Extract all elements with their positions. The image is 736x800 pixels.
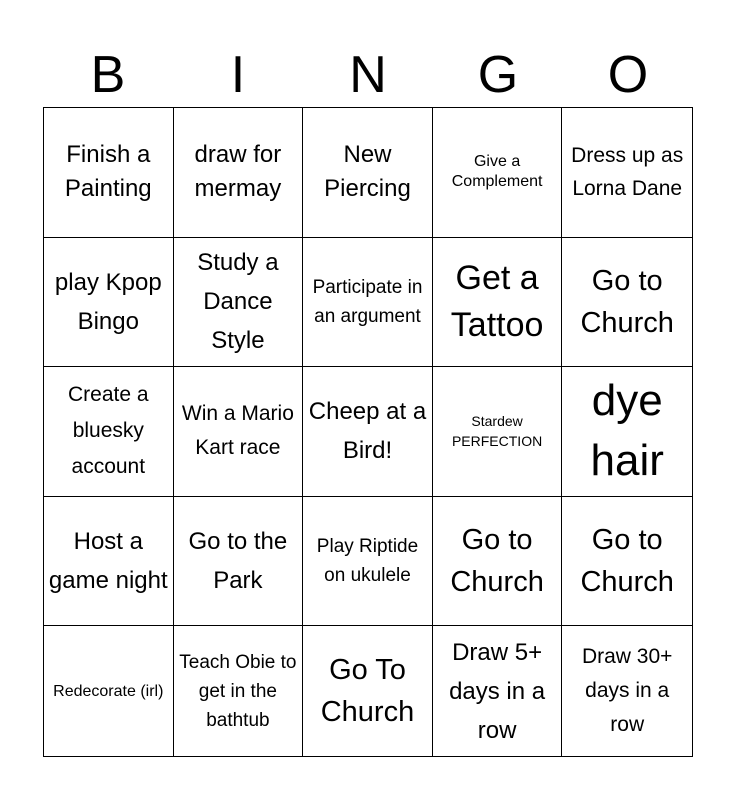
bingo-cell[interactable] — [433, 238, 563, 368]
cell-text: Go To Church — [320, 654, 415, 729]
cell-text: Host a game night — [48, 528, 168, 595]
cell-text: Stardew PERFECTION — [451, 413, 543, 450]
cell-text: Draw 30+ days in a row — [581, 645, 673, 737]
cell-text: Go to the Park — [188, 528, 288, 595]
bingo-cell[interactable] — [303, 367, 433, 497]
bingo-cell[interactable] — [562, 367, 692, 497]
cell-text: Redecorate (irl) — [53, 682, 164, 700]
cell-text: Give a Complement — [451, 153, 543, 191]
bingo-cell[interactable] — [303, 497, 433, 627]
header-letter-g: G — [477, 46, 519, 104]
cell-text: draw for mermay — [194, 141, 282, 203]
bingo-cell[interactable] — [174, 367, 304, 497]
bingo-cell[interactable] — [562, 108, 692, 238]
cell-text: play Kpop Bingo — [54, 268, 162, 335]
bingo-cell[interactable] — [44, 626, 174, 756]
cell-text: Win a Mario Kart race — [181, 402, 294, 460]
cell-text: Play Riptide on ukulele — [316, 536, 419, 587]
header-letter-b: B — [90, 46, 126, 104]
bingo-cell[interactable] — [174, 108, 304, 238]
bingo-cell[interactable] — [303, 626, 433, 756]
header-letter-i: I — [230, 46, 246, 104]
bingo-cell[interactable] — [44, 367, 174, 497]
bingo-cell[interactable] — [44, 238, 174, 368]
bingo-cell[interactable] — [562, 626, 692, 756]
bingo-header — [43, 44, 693, 106]
cell-text: Cheep at a Bird! — [308, 398, 427, 465]
bingo-cell[interactable] — [303, 238, 433, 368]
bingo-cell[interactable] — [433, 497, 563, 627]
bingo-cell[interactable] — [303, 108, 433, 238]
bingo-cell[interactable] — [433, 626, 563, 756]
cell-text: Teach Obie to get in the bathtub — [179, 651, 297, 731]
bingo-cell[interactable] — [562, 497, 692, 627]
bingo-cell[interactable] — [433, 108, 563, 238]
cell-text: dye hair — [590, 376, 664, 486]
bingo-cell[interactable] — [433, 367, 563, 497]
bingo-cell[interactable] — [174, 238, 304, 368]
cell-text: Study a Dance Style — [197, 249, 279, 355]
cell-text: Finish a Painting — [64, 141, 152, 203]
cell-text: New Piercing — [324, 141, 411, 203]
cell-text: Go to Church — [450, 524, 544, 599]
cell-text: Dress up as Lorna Dane — [571, 144, 684, 201]
cell-text: Participate in an argument — [312, 276, 423, 327]
bingo-cell[interactable] — [562, 238, 692, 368]
cell-text: Get a Tattoo — [450, 258, 544, 344]
bingo-cell[interactable] — [174, 626, 304, 756]
header-letter-n: N — [349, 46, 387, 104]
header-letter-o: O — [607, 46, 649, 104]
cell-text: Draw 5+ days in a row — [449, 638, 546, 744]
bingo-cell[interactable] — [174, 497, 304, 627]
cell-text: Go to Church — [580, 264, 674, 339]
cell-text: Go to Church — [580, 524, 674, 599]
bingo-cell[interactable] — [44, 108, 174, 238]
bingo-cell[interactable] — [44, 497, 174, 627]
bingo-card — [43, 107, 693, 757]
cell-text: Create a bluesky account — [68, 383, 149, 479]
